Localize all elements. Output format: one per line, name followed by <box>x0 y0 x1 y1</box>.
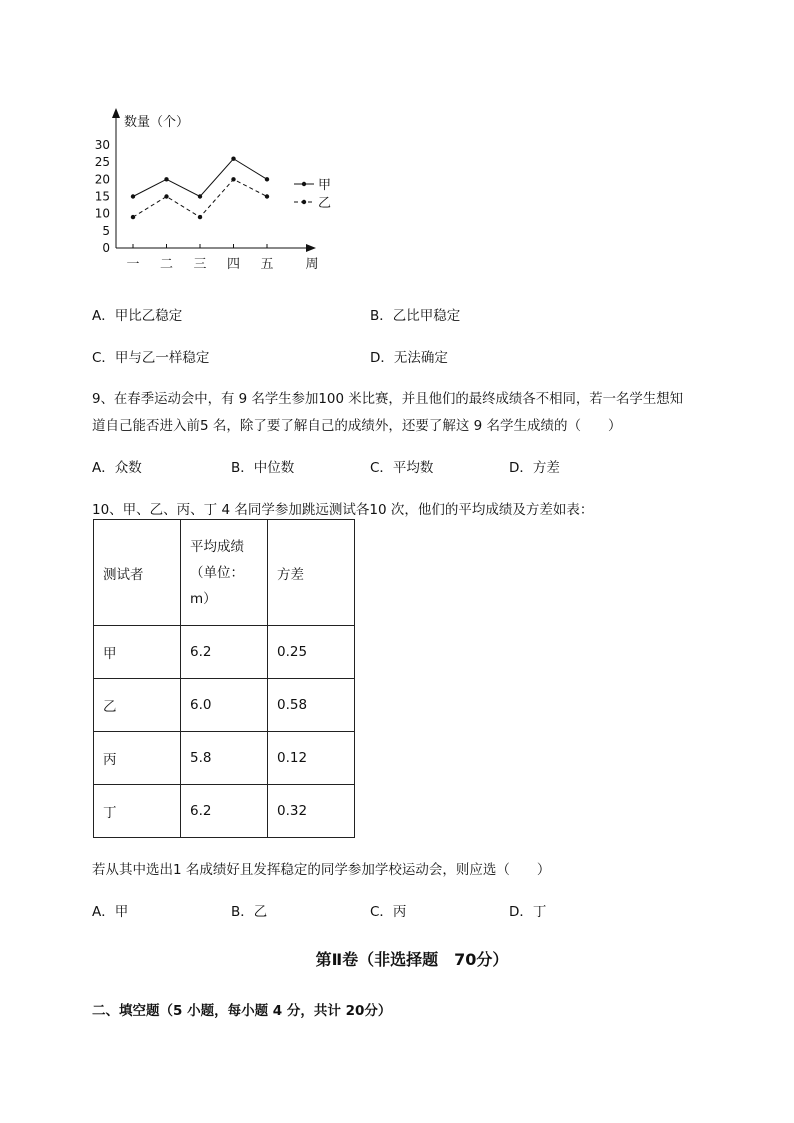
y-tick-label: 20 <box>94 172 110 187</box>
y-tick-label: 25 <box>94 155 110 170</box>
q10-question: 若从其中选出1 名成绩好且发挥稳定的同学参加学校运动会，则应选（ ） <box>92 862 551 878</box>
table-cell: 甲 <box>94 626 181 679</box>
q10-option-c: C．丙 <box>370 904 407 920</box>
y-axis-arrow <box>112 108 120 118</box>
x-axis-arrow <box>306 244 316 252</box>
section-title: 第Ⅱ卷（非选择题 70分） <box>315 950 509 969</box>
legend-label: 甲 <box>318 178 332 193</box>
y-tick-label: 0 <box>102 241 110 255</box>
q10-option-b: B．乙 <box>231 904 268 920</box>
q10-option-d: D．丁 <box>509 904 547 920</box>
x-tick-label: 四 <box>226 257 241 272</box>
q9-option-c: C．平均数 <box>370 460 434 476</box>
header-cell-variance <box>268 520 355 626</box>
line-chart <box>88 100 348 280</box>
y-tick-label: 10 <box>94 206 110 221</box>
data-point <box>198 215 202 219</box>
x-tick-label: 一 <box>126 257 140 272</box>
table-cell: 0.25 <box>268 626 355 679</box>
header-mean-line1: 平均成绩 <box>190 538 244 555</box>
y-tick-label: 5 <box>102 223 110 238</box>
q8-option-d: D．无法确定 <box>370 350 448 366</box>
q10-stem: 10、甲、乙、丙、丁 4 名同学参加跳远测试各10 次，他们的平均成绩及方差如表： <box>92 502 594 518</box>
q9-stem-line1: 9、在春季运动会中，有 9 名学生参加100 米比赛，并且他们的最终成绩各不相同，若一名学生想知 <box>92 392 683 407</box>
header-mean-line3: m） <box>190 590 217 607</box>
legend-label: 乙 <box>318 196 332 211</box>
data-point <box>231 157 235 161</box>
q9-option-b: B．中位数 <box>231 460 295 476</box>
table-cell: 5.8 <box>181 732 268 785</box>
table-row <box>94 679 355 732</box>
data-point <box>265 194 269 198</box>
header-cell-mean <box>181 520 268 626</box>
x-tick-label: 三 <box>193 257 207 272</box>
legend-marker <box>302 200 306 204</box>
table-cell: 0.32 <box>268 785 355 838</box>
table-cell: 6.2 <box>181 785 268 838</box>
table-cell: 0.58 <box>268 679 355 732</box>
x-tick-label: 五 <box>260 257 274 272</box>
x-axis-label: 周 <box>305 257 319 272</box>
section-subtitle: 二、填空题（5 小题，每小题 4 分，共计 20分） <box>92 1003 392 1019</box>
data-point <box>164 194 168 198</box>
q8-option-b: B．乙比甲稳定 <box>370 308 461 324</box>
q9-stem-line2: 道自己能否进入前5 名，除了要了解自己的成绩外，还要了解这 9 名学生成绩的（ ） <box>92 418 622 434</box>
table-cell: 6.0 <box>181 679 268 732</box>
q8-option-c: C．甲与乙一样稳定 <box>92 350 210 366</box>
q9-option-d: D．方差 <box>509 460 560 476</box>
data-point <box>131 194 135 198</box>
y-axis-label: 数量（个） <box>124 115 190 130</box>
q8-option-a: A．甲比乙稳定 <box>92 308 183 324</box>
data-point <box>198 194 202 198</box>
y-tick-label: 15 <box>94 189 110 204</box>
q10-option-a: A．甲 <box>92 904 129 920</box>
x-tick-label: 二 <box>159 257 174 272</box>
data-point <box>131 215 135 219</box>
q9-option-a: A．众数 <box>92 460 142 476</box>
score-table <box>93 519 355 838</box>
y-tick-label: 30 <box>94 138 110 152</box>
header-mean-line2: （单位： <box>190 564 244 581</box>
data-point <box>265 177 269 181</box>
table-row <box>94 626 355 679</box>
table-row <box>94 785 355 838</box>
table-header-row <box>94 520 355 626</box>
data-point <box>231 177 235 181</box>
table-cell: 乙 <box>94 679 181 732</box>
table-cell: 6.2 <box>181 626 268 679</box>
series-line-1 <box>133 159 267 197</box>
legend-marker <box>302 182 306 186</box>
table-cell: 0.12 <box>268 732 355 785</box>
header-label: 方差 <box>277 566 304 583</box>
table-cell: 丙 <box>94 732 181 785</box>
table-cell: 丁 <box>94 785 181 838</box>
header-label: 测试者 <box>103 566 144 583</box>
data-point <box>164 177 168 181</box>
table-row <box>94 732 355 785</box>
header-cell-tester <box>94 520 181 626</box>
